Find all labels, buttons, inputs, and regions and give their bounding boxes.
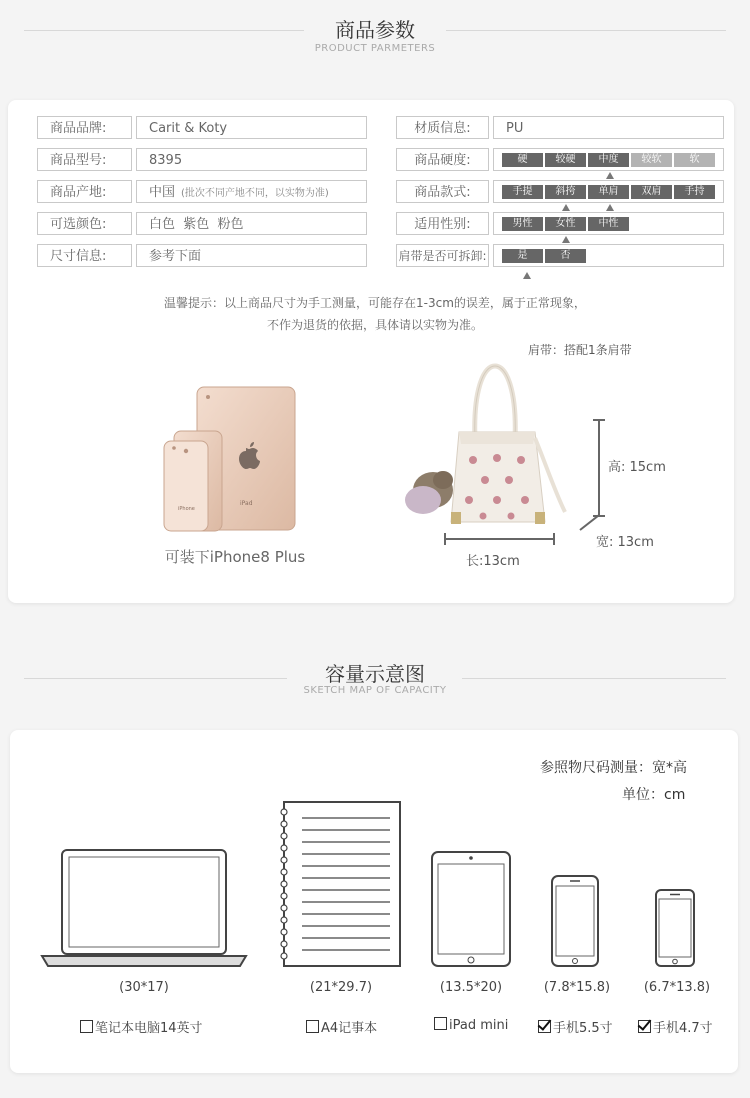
style-option: 双肩 xyxy=(631,185,672,199)
ipad-label: iPad xyxy=(240,500,253,507)
model-label: 商品型号: xyxy=(37,148,132,171)
origin-value: 中国 (批次不同产地不同，以实物为准) xyxy=(136,180,367,203)
notebook-item: A4记事本 xyxy=(306,1017,377,1036)
style-option-selected: 单肩 xyxy=(588,185,629,199)
brand-label: 商品品牌: xyxy=(37,116,132,139)
checked-box-icon xyxy=(638,1020,651,1033)
phone-5-5-item: 手机5.5寸 xyxy=(538,1017,613,1036)
height-dimension-line xyxy=(598,419,600,517)
size-value: 参考下面 xyxy=(136,244,367,267)
laptop-size: (30*17) xyxy=(119,980,169,995)
size-label: 尺寸信息: xyxy=(37,244,132,267)
gender-option: 中性 xyxy=(588,217,629,231)
unchecked-box-icon xyxy=(306,1020,319,1033)
style-option: 手持 xyxy=(674,185,715,199)
tip-line-2: 不作为退货的依据，具体请以实物为准。 xyxy=(266,318,483,332)
length-cap-left xyxy=(444,533,446,545)
strap-options xyxy=(493,244,724,267)
origin-label: 商品产地: xyxy=(37,180,132,203)
style-marker-icon xyxy=(562,204,570,211)
strap-label: 肩带是否可拆卸: xyxy=(396,244,489,267)
style-option-selected: 斜挎 xyxy=(545,185,586,199)
capacity-subtitle: SKETCH MAP OF CAPACITY xyxy=(303,685,447,696)
params-subtitle: PRODUCT PARMETERS xyxy=(314,43,436,54)
ipad-mini-item: iPad mini xyxy=(434,1017,508,1033)
material-value: PU xyxy=(493,116,724,139)
laptop-item: 笔记本电脑14英寸 xyxy=(80,1017,203,1036)
hardness-option: 较硬 xyxy=(545,153,586,167)
style-label: 商品款式: xyxy=(396,180,489,203)
hardness-options xyxy=(493,148,724,171)
strap-marker-icon xyxy=(523,272,531,279)
ipad-mini-icon xyxy=(430,850,512,968)
tip-line-1: 温馨提示：以上商品尺寸为手工测量，可能存在1-3cm的误差，属于正常现象， xyxy=(164,296,586,310)
color-value: 白色 紫色 粉色 xyxy=(136,212,367,235)
material-label: 材质信息: xyxy=(396,116,489,139)
phone-4-7-item: 手机4.7寸 xyxy=(638,1017,713,1036)
capacity-title: 容量示意图 xyxy=(325,662,425,686)
checked-box-icon xyxy=(538,1020,551,1033)
gender-label: 适用性别: xyxy=(396,212,489,235)
phone-5-5-size: (7.8*15.8) xyxy=(543,980,611,995)
height-cap-top xyxy=(593,419,605,421)
color-label: 可选颜色: xyxy=(37,212,132,235)
model-value: 8395 xyxy=(136,148,367,171)
length-cap-right xyxy=(553,533,555,545)
phone-label: iPhone xyxy=(178,506,195,512)
laptop-icon xyxy=(40,846,248,970)
style-marker-icon xyxy=(606,204,614,211)
length-dimension-line xyxy=(444,538,555,540)
ipad-mini-size: (13.5*20) xyxy=(439,980,503,995)
unchecked-box-icon xyxy=(434,1017,447,1030)
hardness-option: 硬 xyxy=(502,153,543,167)
gender-option: 男性 xyxy=(502,217,543,231)
brand-value: Carit & Koty xyxy=(136,116,367,139)
hardness-option: 较软 xyxy=(631,153,672,167)
width-dimension: 宽: 13cm xyxy=(596,535,654,550)
style-option: 手提 xyxy=(502,185,543,199)
phone-4-7-icon xyxy=(654,888,696,968)
strap-note: 肩带：搭配1条肩带 xyxy=(528,343,632,357)
bag-illustration xyxy=(395,362,595,542)
hardness-option-selected: 中度 xyxy=(588,153,629,167)
gender-marker-icon xyxy=(562,236,570,243)
unchecked-box-icon xyxy=(80,1020,93,1033)
strap-option: 否 xyxy=(545,249,586,263)
phone-5-5-icon xyxy=(550,874,600,968)
style-options xyxy=(493,180,724,203)
gender-options xyxy=(493,212,724,235)
hardness-option: 软 xyxy=(674,153,715,167)
hardness-marker-icon xyxy=(606,172,614,179)
length-dimension: 长:13cm xyxy=(466,554,520,569)
phone-caption: 可装下iPhone8 Plus xyxy=(164,548,306,566)
strap-option-selected: 是 xyxy=(502,249,543,263)
notebook-icon xyxy=(278,800,404,968)
hardness-label: 商品硬度: xyxy=(396,148,489,171)
unit-note: 单位：cm xyxy=(622,787,686,803)
notebook-size: (21*29.7) xyxy=(309,980,373,995)
gender-option-selected: 女性 xyxy=(545,217,586,231)
height-dimension: 高: 15cm xyxy=(608,460,666,475)
params-title: 商品参数 xyxy=(335,18,415,42)
devices-illustration xyxy=(160,385,300,535)
ref-note: 参照物尺码测量：宽*高 xyxy=(540,760,687,776)
phone-4-7-size: (6.7*13.8) xyxy=(643,980,711,995)
